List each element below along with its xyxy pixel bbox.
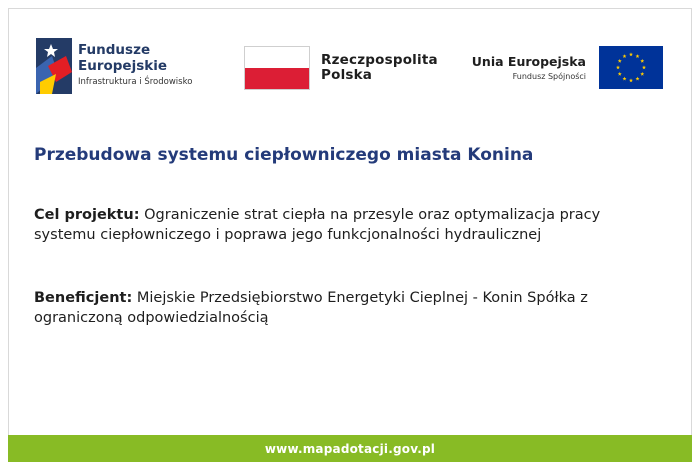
footer-bar (8, 435, 692, 462)
project-beneficiary (34, 288, 634, 328)
polish-flag-icon (244, 46, 310, 90)
rzeczpospolita-polska-text (321, 53, 438, 83)
unia-europejska-text (456, 54, 586, 81)
ue-subtitle: Fundusz Spójności (512, 72, 586, 81)
beneficiary-label: Beneficjent: (34, 290, 133, 306)
rp-line2: Polska (321, 67, 373, 83)
project-goal (34, 205, 634, 245)
goal-text: Ograniczenie strat ciepła na przesyle oraz optymalizacja pracy systemu ciepłowniczego i poprawa jego funkcjonalności hydraulicznej (34, 207, 601, 243)
fundusze-europejskie-text (78, 42, 192, 87)
fundusze-europejskie-logo-icon (36, 38, 72, 94)
project-title: Przebudowa systemu ciepłowniczego miasta Konina (34, 145, 534, 165)
ue-title: Unia Europejska (471, 54, 586, 69)
footer-url-link[interactable]: www.mapadotacji.gov.pl (264, 441, 436, 456)
fundusze-title-line1: Fundusze (78, 42, 151, 58)
beneficiary-text: Miejskie Przedsiębiorstwo Energetyki Cieplnej - Konin Spółka z ograniczoną odpowiedzialnością (34, 290, 588, 326)
logo-bar (0, 0, 700, 110)
fundusze-title-line2: Europejskie (78, 58, 168, 74)
rp-line1: Rzeczpospolita (321, 52, 438, 68)
eu-flag-icon (599, 46, 663, 89)
fundusze-subtitle: Infrastruktura i Środowisko (78, 77, 193, 87)
goal-label: Cel projektu: (34, 207, 140, 223)
